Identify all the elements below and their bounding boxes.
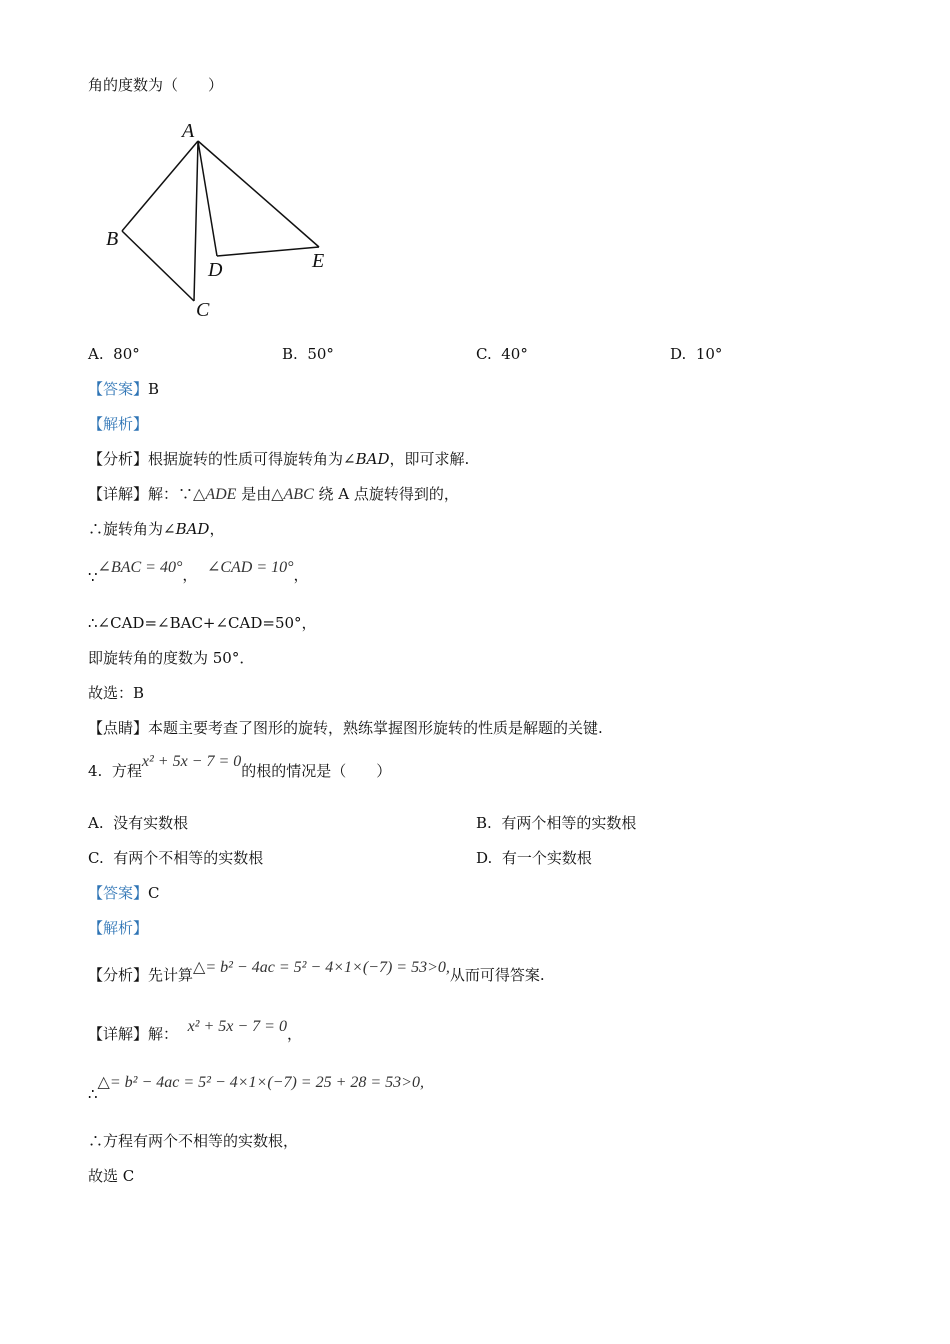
segment-de <box>217 247 319 256</box>
q4-xiangjie <box>88 1018 302 1046</box>
q3-analysis-heading <box>88 413 148 435</box>
fenxi-tag: 【分析】 <box>88 966 149 984</box>
option-text: 50° <box>307 345 334 363</box>
q3-dianjing <box>88 717 603 739</box>
answer-tag: 【答案】 <box>88 884 149 902</box>
q4-choose: 故选 C <box>88 1167 135 1185</box>
option-text: 有一个实数根 <box>501 849 592 867</box>
segment-bc <box>122 231 194 301</box>
step2-sep: ， <box>182 566 198 584</box>
step1-text: ∴旋转角为∠ <box>88 520 176 538</box>
xiangjie-text-tail: 绕 A 点旋转得到的， <box>313 485 459 503</box>
fenxi-text-tail: ，即可求解. <box>389 450 470 468</box>
option-letter: C. <box>88 849 104 867</box>
fenxi-math: △= b² − 4ac = 5² − 4×1×(−7) = 53>0, <box>193 959 450 976</box>
q3-answer <box>88 378 159 400</box>
fenxi-tag: 【分析】 <box>88 450 149 468</box>
q4-stem <box>88 753 392 783</box>
q3-step2 <box>88 556 309 586</box>
option-letter: D. <box>476 849 493 867</box>
q3-step1 <box>88 518 224 540</box>
label-c: C <box>196 299 210 321</box>
xiangjie-math: x² + 5x − 7 = 0 <box>187 1018 287 1035</box>
step1-math: BAD <box>175 520 210 538</box>
q4-text: 方程 <box>111 762 142 780</box>
q4-step1 <box>88 1071 424 1103</box>
q3-option-c <box>476 343 528 365</box>
answer-value: C <box>148 884 160 902</box>
option-letter: C. <box>476 345 492 363</box>
xiangjie-tag: 【详解】 <box>88 485 149 503</box>
question-number: 4. <box>88 762 103 780</box>
fenxi-text-tail: 从而可得答案. <box>449 966 545 984</box>
xiangjie-text: 解： <box>148 1025 179 1043</box>
label-e: E <box>312 250 325 272</box>
q4-fenxi <box>88 959 545 987</box>
q4-option-c <box>88 847 263 869</box>
answer-value: B <box>148 380 160 398</box>
q4-text-tail: 的根的情况是（ ） <box>241 762 392 780</box>
xiangjie-math-ade: △ADE <box>193 486 237 503</box>
q3-xiangjie <box>88 483 459 506</box>
q4-option-b <box>476 812 636 834</box>
xiangjie-text-mid: 是由 <box>236 485 272 503</box>
option-letter: A. <box>88 814 104 832</box>
label-b: B <box>106 228 119 250</box>
segment-ad <box>198 141 217 256</box>
label-d: D <box>208 259 223 281</box>
fenxi-text: 先计算 <box>148 966 194 984</box>
segment-ac <box>194 141 198 301</box>
q4-option-a <box>88 812 188 834</box>
q3-option-d <box>670 343 722 365</box>
fenxi-text: 根据旋转的性质可得旋转角为∠ <box>148 450 356 468</box>
segment-ae <box>198 141 319 247</box>
q3-stem-tail: 角的度数为（ ） <box>88 76 224 94</box>
option-text: 10° <box>695 345 723 363</box>
answer-tag: 【答案】 <box>88 380 149 398</box>
q4-option-d <box>476 847 592 869</box>
analysis-tag: 【解析】 <box>88 919 149 937</box>
step2-math-cad: ∠CAD = 10° <box>206 559 294 576</box>
option-text: 40° <box>501 345 528 363</box>
option-text: 有两个相等的实数根 <box>501 814 637 832</box>
option-letter: B. <box>282 345 298 363</box>
dianjing-text: 本题主要考查了图形的旋转，熟练掌握图形旋转的性质是解题的关键. <box>148 719 603 737</box>
xiangjie-tail: ， <box>286 1025 302 1043</box>
q3-option-a <box>88 343 140 365</box>
xiangjie-text: 解：∵ <box>148 485 194 503</box>
option-letter: D. <box>670 345 687 363</box>
option-letter: A. <box>88 345 104 363</box>
therefore-symbol: ∴ <box>88 1085 98 1103</box>
q4-step2: ∴方程有两个不相等的实数根， <box>88 1132 299 1150</box>
analysis-tag: 【解析】 <box>88 415 149 433</box>
q3-fenxi <box>88 448 469 470</box>
option-letter: B. <box>476 814 492 832</box>
option-text: 没有实数根 <box>113 814 189 832</box>
step1-math: △= b² − 4ac = 5² − 4×1×(−7) = 25 + 28 = 53>0, <box>97 1074 424 1091</box>
dianjing-tag: 【点睛】 <box>88 719 149 737</box>
q3-choose: 故选：B <box>88 684 145 702</box>
fenxi-math: BAD <box>355 450 390 468</box>
step2-tail: ， <box>293 566 309 584</box>
q4-equation: x² + 5x − 7 = 0 <box>141 753 242 770</box>
option-text: 有两个不相等的实数根 <box>113 849 264 867</box>
triangle-rotation-figure <box>100 115 340 325</box>
q3-step3: ∴∠CAD=∠BAC+∠CAD=50°， <box>88 614 317 632</box>
xiangjie-tag: 【详解】 <box>88 1025 149 1043</box>
q4-analysis-heading <box>88 917 148 939</box>
because-symbol: ∵ <box>88 568 98 586</box>
q3-option-b <box>282 343 334 365</box>
xiangjie-math-abc: △ABC <box>271 486 314 503</box>
segment-ab <box>122 141 198 231</box>
step2-math-bac: ∠BAC = 40° <box>97 559 183 576</box>
q3-step4: 即旋转角的度数为 50°． <box>88 649 255 667</box>
step1-tail: ， <box>209 520 225 538</box>
q4-answer <box>88 882 160 904</box>
option-text: 80° <box>113 345 140 363</box>
label-a: A <box>182 120 195 142</box>
